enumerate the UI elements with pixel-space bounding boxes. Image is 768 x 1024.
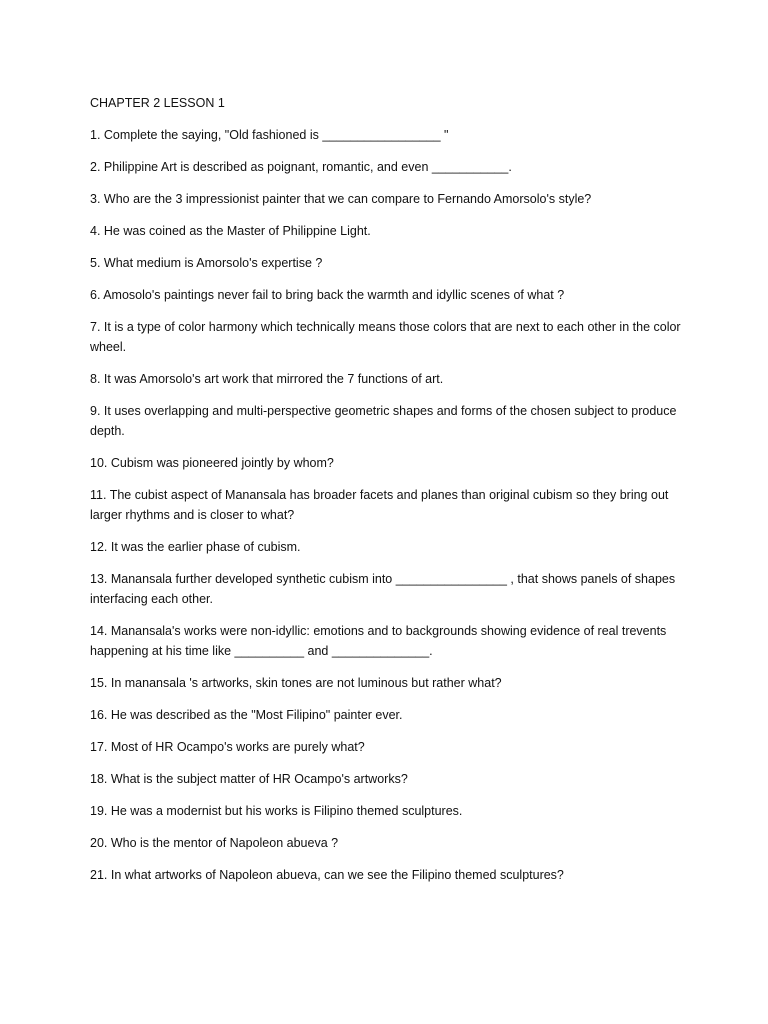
question-2: 2. Philippine Art is described as poignant, romantic, and even ___________. [90, 160, 512, 174]
question-18: 18. What is the subject matter of HR Ocampo's artworks? [90, 772, 408, 786]
question-16: 16. He was described as the "Most Filipino" painter ever. [90, 708, 403, 722]
question-7: 7. It is a type of color harmony which technically means those colors that are next to each other in the color wheel. [90, 320, 681, 354]
question-13: 13. Manansala further developed synthetic cubism into ________________ , that shows panels of shapes interfacing each other. [90, 572, 676, 606]
question-8: 8. It was Amorsolo's art work that mirrored the 7 functions of art. [90, 372, 444, 386]
question-17: 17. Most of HR Ocampo's works are purely what? [90, 740, 365, 754]
question-6: 6. Amosolo's paintings never fail to bring back the warmth and idyllic scenes of what ? [90, 288, 565, 302]
question-list [90, 125, 690, 885]
question-12: 12. It was the earlier phase of cubism. [90, 540, 301, 554]
question-1: 1. Complete the saying, "Old fashioned is _________________ " [90, 128, 449, 142]
question-4: 4. He was coined as the Master of Philippine Light. [90, 224, 371, 238]
question-20: 20. Who is the mentor of Napoleon abueva ? [90, 836, 339, 850]
question-19: 19. He was a modernist but his works is Filipino themed sculptures. [90, 804, 463, 818]
document-page [90, 93, 690, 897]
question-3: 3. Who are the 3 impressionist painter that we can compare to Fernando Amorsolo's style? [90, 192, 592, 206]
question-11: 11. The cubist aspect of Manansala has broader facets and planes than original cubism so they bring out larger rhythms and is closer to what? [90, 488, 669, 522]
question-14: 14. Manansala's works were non-idyllic: emotions and to backgrounds showing evidence of real trevents happening at his time like __________ and ______________. [90, 624, 667, 658]
chapter-heading: CHAPTER 2 LESSON 1 [90, 96, 225, 110]
question-10: 10. Cubism was pioneered jointly by whom? [90, 456, 334, 470]
question-5: 5. What medium is Amorsolo's expertise ? [90, 256, 323, 270]
question-9: 9. It uses overlapping and multi-perspective geometric shapes and forms of the chosen subject to produce depth. [90, 404, 677, 438]
question-21: 21. In what artworks of Napoleon abueva, can we see the Filipino themed sculptures? [90, 868, 564, 882]
question-15: 15. In manansala 's artworks, skin tones are not luminous but rather what? [90, 676, 502, 690]
